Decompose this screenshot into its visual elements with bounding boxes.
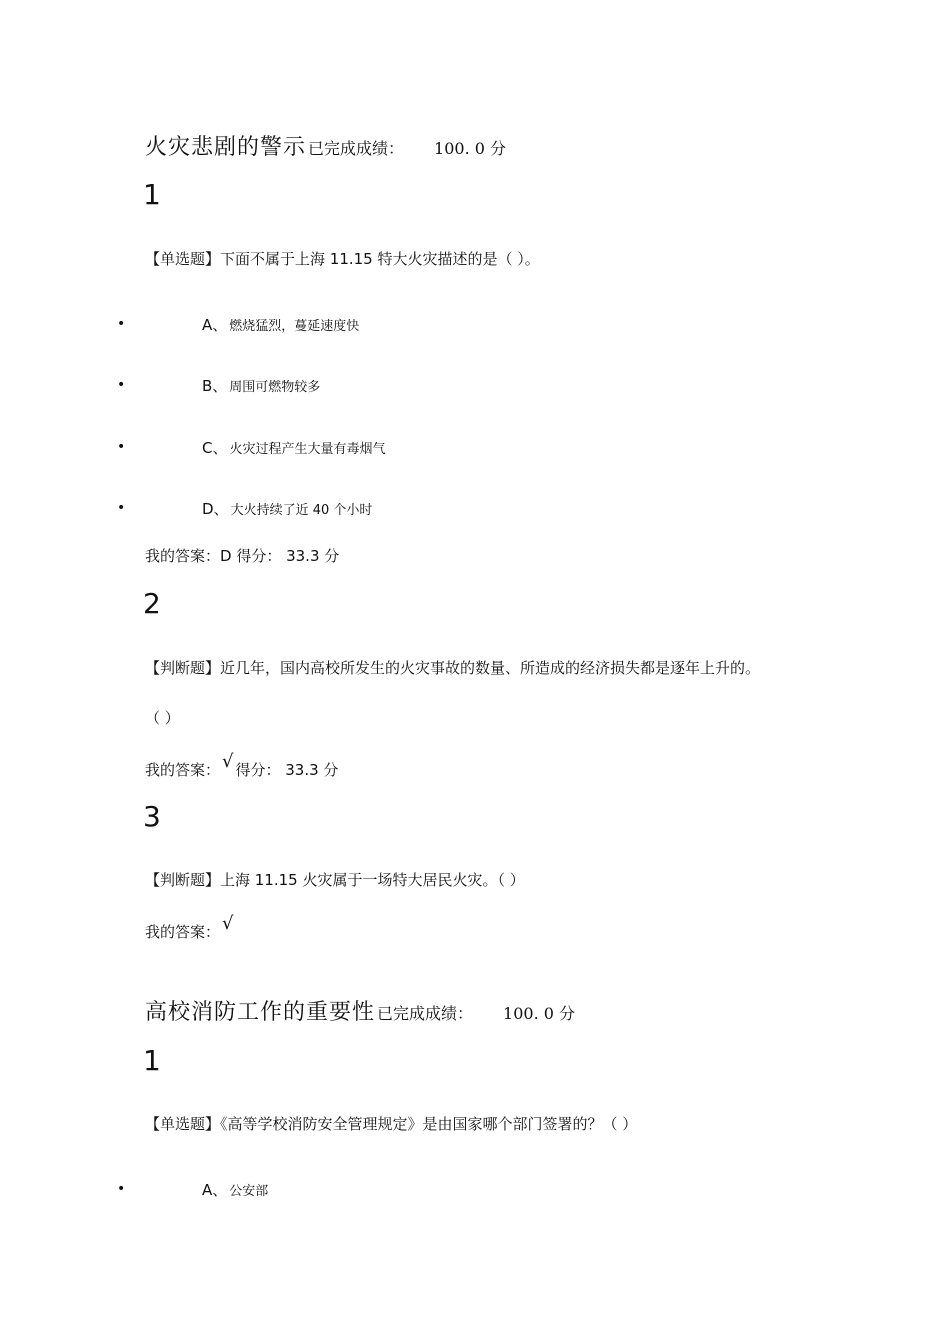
check-mark-icon: √ [222,751,234,772]
section-title: 火灾悲剧的警示 [145,135,307,160]
my-answer: 我的答案：D 得分： 33.3 分 [145,547,340,565]
question-text-cont: （ ） [145,709,180,727]
section-status: 已完成成绩： [377,1004,474,1023]
question-text: 【判断题】上海 11.15 火灾属于一场特大居民火灾。（ ） [145,871,525,889]
answer-label: 我的答案： [145,923,221,941]
question-number: 3 [143,800,161,833]
check-mark-icon: √ [222,913,234,934]
option-a[interactable] [202,1179,268,1200]
section-status: 已完成成绩： [308,139,405,158]
option-d[interactable] [202,498,372,519]
option-letter: A、 [202,1181,228,1199]
question-text: 【单选题】下面不属于上海 11.15 特大火灾描述的是（ ）。 [145,250,540,268]
question-number: 1 [143,1044,161,1077]
answer-label: 我的答案： [145,761,221,779]
option-letter: C、 [202,439,228,457]
option-letter: A、 [202,316,228,334]
option-text: 大火持续了近 40 个小时 [230,503,373,518]
question-number: 2 [143,587,161,620]
option-text: 周围可燃物较多 [229,380,321,395]
option-text: 火灾过程产生大量有毒烟气 [229,442,386,457]
option-text: 燃烧猛烈，蔓延速度快 [229,319,360,334]
section-title: 高校消防工作的重要性 [145,1000,376,1025]
answer-score: 得分： 33.3 分 [235,761,339,779]
bullet-icon: • [117,316,126,332]
my-answer [145,913,236,942]
section-score: 100. 0 分 [434,139,507,158]
bullet-icon: • [117,377,126,393]
bullet-icon: • [117,439,126,455]
section-header [145,130,506,161]
my-answer [145,751,339,780]
option-c[interactable] [202,437,386,458]
option-b[interactable] [202,375,320,396]
question-text: 【判断题】近几年，国内高校所发生的火灾事故的数量、所造成的经济损失都是逐年上升的。 [145,659,761,677]
section-header [145,995,575,1026]
bullet-icon: • [117,1181,126,1197]
question-number: 1 [143,178,161,211]
option-text: 公安部 [229,1184,269,1199]
option-letter: D、 [202,500,229,518]
section-score: 100. 0 分 [503,1004,576,1023]
option-letter: B、 [202,377,228,395]
bullet-icon: • [117,500,126,516]
question-text: 【单选题】《高等学校消防安全管理规定》是由国家哪个部门签署的？（ ） [145,1115,638,1133]
option-a[interactable] [202,314,359,335]
